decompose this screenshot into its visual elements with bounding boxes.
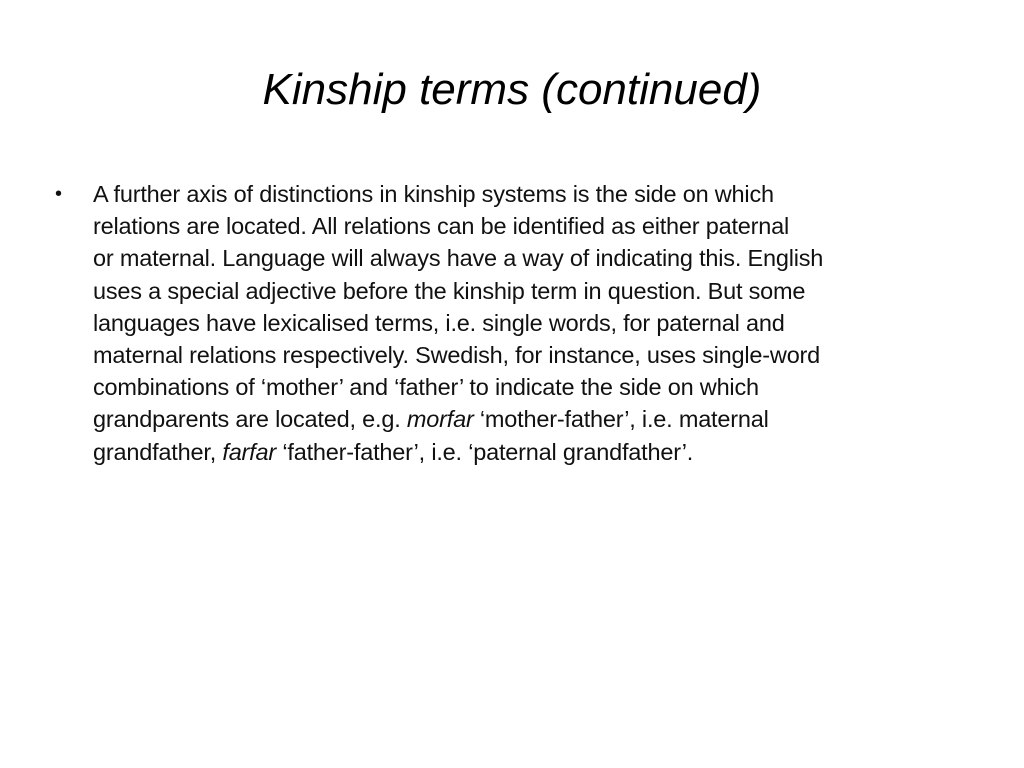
bullet-icon: •: [55, 183, 62, 205]
bullet-line: uses a special adjective before the kinship term in question. But some: [93, 277, 806, 304]
bullet-line: maternal relations respectively. Swedish, for instance, uses single-word: [93, 342, 821, 369]
swedish-term-farfar: farfar: [222, 438, 277, 465]
line-text: ‘father-father’, i.e. ‘paternal grandfather’.: [276, 438, 694, 465]
line-text: grandfather,: [93, 438, 223, 465]
line-text: ‘mother-father’, i.e. maternal: [473, 406, 769, 433]
bullet-line: [93, 403, 972, 435]
bullet-line: or maternal. Language will always have a way of indicating this. English: [93, 245, 824, 272]
bullet-list: [52, 178, 972, 468]
bullet-line: relations are located. All relations can be identified as either paternal: [93, 213, 790, 240]
bullet-line: [93, 436, 972, 468]
slide-title: Kinship terms (continued): [262, 65, 762, 114]
bullet-line: A further axis of distinctions in kinship systems is the side on which: [93, 181, 774, 207]
bullet-line: languages have lexicalised terms, i.e. single words, for paternal and: [93, 309, 785, 336]
swedish-term-morfar: morfar: [406, 406, 474, 433]
bullet-item: [52, 178, 972, 468]
bullet-line: combinations of ‘mother’ and ‘father’ to indicate the side on which: [93, 374, 759, 401]
line-text: grandparents are located, e.g.: [93, 406, 407, 433]
